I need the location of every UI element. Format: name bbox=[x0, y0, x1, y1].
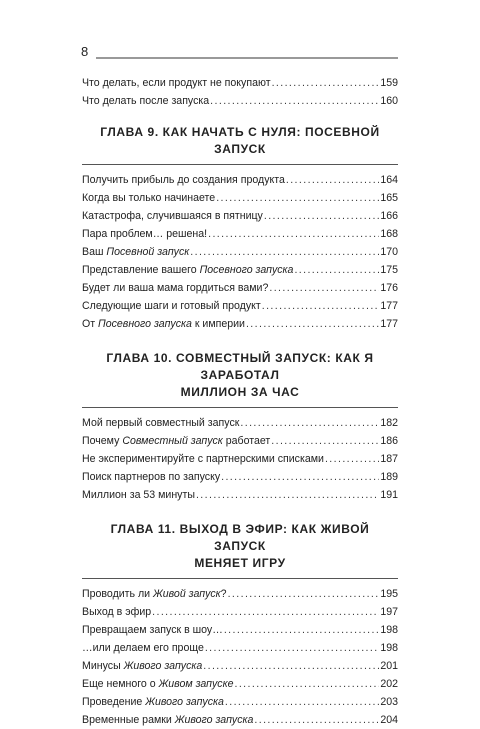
toc-entry-title bbox=[82, 468, 220, 486]
toc-entry-title-italic: Посевной запуск bbox=[106, 246, 190, 258]
dot-leader bbox=[228, 585, 380, 603]
toc-entry-title-italic: Живой запуск bbox=[153, 588, 221, 600]
toc-entry-page: 177 bbox=[380, 300, 398, 312]
toc-entry bbox=[82, 74, 398, 92]
toc-entry-page: 198 bbox=[380, 624, 398, 636]
toc-entry-page: 195 bbox=[380, 588, 398, 600]
toc-entry-page: 177 bbox=[380, 318, 398, 330]
toc-entry bbox=[82, 92, 398, 110]
toc-entry-title bbox=[82, 279, 268, 297]
toc-entry bbox=[82, 414, 398, 432]
toc-entry-title bbox=[82, 414, 239, 432]
toc-entry-title-part: Почему bbox=[82, 435, 123, 447]
toc-entry-title bbox=[82, 92, 209, 110]
spacer bbox=[82, 504, 398, 521]
toc-entry-title-part: …или делаем его проще bbox=[82, 642, 204, 654]
dot-leader bbox=[208, 225, 379, 243]
toc-entry-page: 175 bbox=[380, 264, 398, 276]
toc-entry-title bbox=[82, 432, 270, 450]
toc-entry-page: 202 bbox=[380, 678, 398, 690]
chapter-heading bbox=[82, 521, 398, 572]
dot-leader bbox=[325, 450, 379, 468]
toc-entry-page: 164 bbox=[380, 174, 398, 186]
toc-entry-page: 198 bbox=[380, 642, 398, 654]
toc-entry bbox=[82, 189, 398, 207]
toc-entry-title-part: Следующие шаги и готовый продукт bbox=[82, 300, 261, 312]
toc-entry-page: 187 bbox=[380, 453, 398, 465]
toc-entry-title-italic: Живого запуска bbox=[145, 696, 224, 708]
toc-entry-title-part: От bbox=[82, 318, 99, 330]
toc-entry-title-part: Будет ли ваша мама гордиться вами? bbox=[82, 282, 269, 294]
toc-entry-title-part: Миллион за 53 минуты bbox=[82, 489, 195, 501]
chapter-heading-line: ГЛАВА 11. ВЫХОД В ЭФИР: КАК ЖИВОЙ ЗАПУСК bbox=[110, 522, 370, 553]
toc-entry-title bbox=[82, 486, 195, 504]
toc-entry-title bbox=[82, 171, 285, 189]
toc-entry-title bbox=[82, 639, 204, 657]
dot-leader bbox=[272, 74, 380, 92]
toc-entry-page: 160 bbox=[380, 95, 398, 107]
toc-entry-title bbox=[82, 189, 215, 207]
toc-entry-title-part: Выход в эфир bbox=[82, 606, 152, 618]
toc-entry-page: 203 bbox=[380, 696, 398, 708]
toc-entry-title bbox=[82, 621, 223, 639]
toc-entry bbox=[82, 279, 398, 297]
toc-entry bbox=[82, 261, 398, 279]
toc-entry bbox=[82, 450, 398, 468]
chapter-heading-line: ГЛАВА 9. КАК НАЧАТЬ С НУЛЯ: ПОСЕВНОЙ ЗАПУСК bbox=[100, 125, 380, 156]
toc-entry-title bbox=[82, 675, 233, 693]
toc-entry-title bbox=[82, 693, 224, 711]
chapters bbox=[82, 110, 398, 729]
toc-entry bbox=[82, 621, 398, 639]
toc-entry-page: 166 bbox=[380, 210, 398, 222]
dot-leader bbox=[216, 189, 379, 207]
chapter-rule bbox=[82, 407, 398, 408]
toc-entry bbox=[82, 315, 398, 333]
chapter-heading-line: МИЛЛИОН ЗА ЧАС bbox=[180, 385, 300, 399]
toc-entry-page: 168 bbox=[380, 228, 398, 240]
toc-entry-title-italic: Посевного запуска bbox=[98, 318, 192, 330]
toc-entry-page: 159 bbox=[380, 77, 398, 89]
toc-entry-title-part: Минусы bbox=[82, 660, 124, 672]
toc-entry-title-part: Что делать после запуска bbox=[82, 95, 210, 107]
toc-entry-title bbox=[82, 657, 202, 675]
chapter-rule bbox=[82, 578, 398, 579]
toc-entry bbox=[82, 468, 398, 486]
toc-entry bbox=[82, 243, 398, 261]
toc-entry-title-italic: Посевного запуска bbox=[199, 264, 294, 276]
toc-entry-title-part: Поиск партнеров по запуску bbox=[82, 471, 221, 483]
toc-entry-title-part: Временные рамки bbox=[82, 714, 175, 726]
toc-entry bbox=[82, 225, 398, 243]
toc-entry bbox=[82, 486, 398, 504]
toc-entry-page: 165 bbox=[380, 192, 398, 204]
dot-leader bbox=[269, 279, 379, 297]
dot-leader bbox=[264, 207, 379, 225]
toc-entry-title bbox=[82, 711, 253, 729]
toc-entry-title-part: Ваш bbox=[82, 246, 107, 258]
toc-entry-title-part: Получить прибыль до создания продукта bbox=[82, 174, 285, 186]
toc-entry-title-part: Превращаем запуск в шоу… bbox=[82, 624, 223, 636]
toc-entry bbox=[82, 711, 398, 729]
top-rule bbox=[96, 57, 398, 59]
toc-entry-title bbox=[82, 585, 227, 603]
dot-leader bbox=[225, 693, 379, 711]
dot-leader bbox=[221, 468, 379, 486]
dot-leader bbox=[152, 603, 379, 621]
toc-entry-page: 191 bbox=[380, 489, 398, 501]
toc-entry-title-part: Представление вашего bbox=[82, 264, 200, 276]
toc-entry-title-part: Проводить ли bbox=[82, 588, 154, 600]
dot-leader bbox=[210, 92, 379, 110]
dot-leader bbox=[224, 621, 380, 639]
toc-entry-page: 204 bbox=[380, 714, 398, 726]
toc-entry-page: 182 bbox=[380, 417, 398, 429]
dot-leader bbox=[196, 486, 379, 504]
dot-leader bbox=[190, 243, 379, 261]
toc-entry bbox=[82, 585, 398, 603]
toc-entry-title bbox=[82, 450, 324, 468]
dot-leader bbox=[240, 414, 379, 432]
toc-entry-title bbox=[82, 315, 245, 333]
toc-entry-title bbox=[82, 225, 207, 243]
spacer bbox=[82, 110, 398, 124]
toc-entry-title bbox=[82, 261, 293, 279]
spacer bbox=[82, 333, 398, 350]
toc-entry-title bbox=[82, 243, 189, 261]
toc-entry-title bbox=[82, 74, 271, 92]
toc-entry-page: 176 bbox=[380, 282, 398, 294]
lead-entries bbox=[82, 74, 398, 110]
toc-entry-title bbox=[82, 297, 261, 315]
dot-leader bbox=[234, 675, 379, 693]
toc-entry-page: 186 bbox=[380, 435, 398, 447]
toc-entry bbox=[82, 693, 398, 711]
chapter-heading-line: МЕНЯЕТ ИГРУ bbox=[194, 556, 286, 570]
toc-entry-title-part: ? bbox=[220, 588, 227, 600]
chapter-heading bbox=[82, 124, 398, 158]
dot-leader bbox=[294, 261, 379, 279]
dot-leader bbox=[286, 171, 379, 189]
toc-entry-title-part: Что делать, если продукт не покупают bbox=[82, 77, 271, 89]
dot-leader bbox=[262, 297, 380, 315]
dot-leader bbox=[246, 315, 379, 333]
toc-entry-page: 189 bbox=[380, 471, 398, 483]
chapter-rule bbox=[82, 164, 398, 165]
toc-entry bbox=[82, 207, 398, 225]
toc-entry-title-italic: Живом запуске bbox=[158, 678, 234, 690]
toc-entry-page: 197 bbox=[380, 606, 398, 618]
toc-entry-title bbox=[82, 207, 263, 225]
dot-leader bbox=[271, 432, 379, 450]
toc-entry-title-part: Катастрофа, случившаяся в пятницу bbox=[82, 210, 263, 222]
toc-entry bbox=[82, 432, 398, 450]
toc-entry bbox=[82, 675, 398, 693]
toc-entry bbox=[82, 639, 398, 657]
chapter-heading-line: ГЛАВА 10. СОВМЕСТНЫЙ ЗАПУСК: КАК Я ЗАРАБОТАЛ bbox=[106, 351, 374, 382]
toc-entry-page: 170 bbox=[380, 246, 398, 258]
toc-entry-title-italic: Живого запуска bbox=[174, 714, 254, 726]
dot-leader bbox=[203, 657, 379, 675]
dot-leader bbox=[254, 711, 379, 729]
toc-entry bbox=[82, 297, 398, 315]
toc-entry-page: 201 bbox=[380, 660, 398, 672]
page-number: 8 bbox=[81, 44, 89, 59]
toc-entry bbox=[82, 657, 398, 675]
toc-entry-title-part: к империи bbox=[191, 318, 245, 330]
toc-entry-title-part: Проведение bbox=[82, 696, 146, 708]
toc-entry bbox=[82, 171, 398, 189]
toc-entry-title-part: Еще немного о bbox=[82, 678, 159, 690]
toc-entry-title-part: работает bbox=[222, 435, 271, 447]
table-of-contents bbox=[82, 74, 398, 729]
toc-entry-title bbox=[82, 603, 151, 621]
dot-leader bbox=[205, 639, 379, 657]
toc-entry-title-italic: Совместный запуск bbox=[122, 435, 223, 447]
toc-entry-title-italic: Живого запуска bbox=[123, 660, 203, 672]
chapter-heading bbox=[82, 350, 398, 401]
toc-entry-title-part: Когда вы только начинаете bbox=[82, 192, 216, 204]
toc-entry bbox=[82, 603, 398, 621]
toc-entry-title-part: Не экспериментируйте с партнерскими списками bbox=[82, 453, 324, 465]
toc-entry-title-part: Мой первый совместный запуск bbox=[82, 417, 240, 429]
toc-entry-title-part: Пара проблем… решена! bbox=[82, 228, 208, 240]
